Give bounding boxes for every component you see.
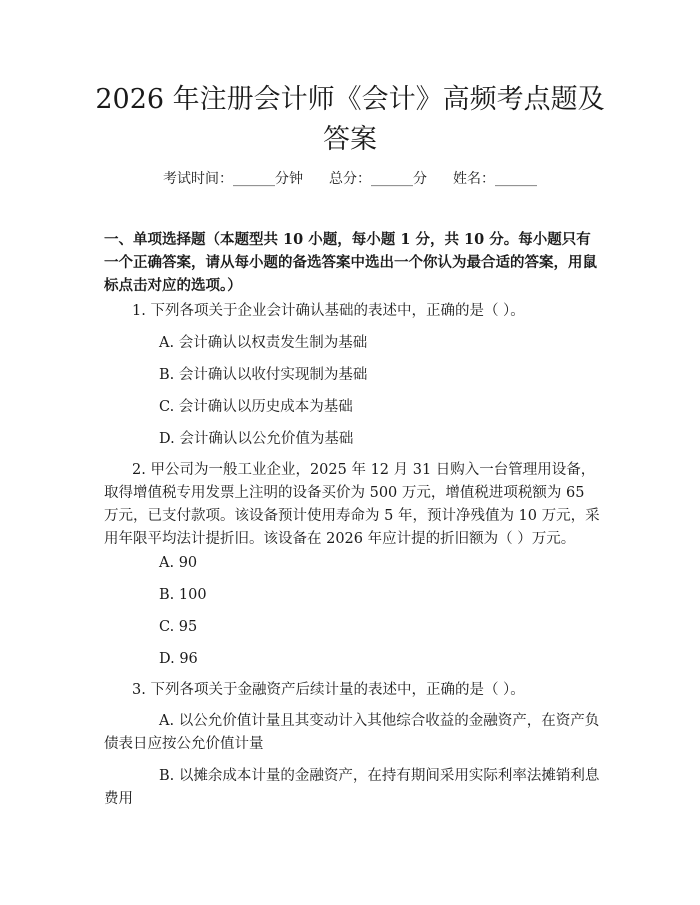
question-text: 下列各项关于企业会计确认基础的表述中，正确的是（ ）。 [150,303,525,319]
section-heading: 一、单项选择题（本题型共 10 小题，每小题 1 分，共 10 分。每小题只有一个正确答案，请从每小题的备选答案中选出一个你认为最合适的答案，用鼠标点击对应的选项。） [104,231,597,294]
option-text: 会计确认以历史成本为基础 [178,399,353,415]
question-1-option-c[interactable] [159,397,353,417]
question-3-option-b[interactable] [104,765,602,811]
total-score-field: 总分：______分 [329,171,427,187]
question-2-stem [104,459,602,551]
question-2-option-b[interactable] [159,585,207,605]
option-letter: B. [159,367,175,383]
option-letter: A. [159,713,175,729]
question-number: 1. [132,303,146,319]
option-text: 会计确认以权责发生制为基础 [178,335,368,351]
question-1-option-b[interactable] [159,365,367,385]
page-title: 2026 年注册会计师《会计》高频考点题及答案 [95,84,605,155]
option-letter: B. [159,768,175,784]
question-number: 3. [132,682,146,698]
option-text: 会计确认以公允价值为基础 [179,431,354,447]
question-text: 下列各项关于金融资产后续计量的表述中，正确的是（ ）。 [150,682,525,698]
question-2-option-a[interactable] [159,553,197,573]
question-3-option-a[interactable] [104,710,602,756]
option-text: 以摊余成本计量的金融资产，在持有期间采用实际利率法摊销利息费用 [104,768,600,807]
option-text: 以公允价值计量且其变动计入其他综合收益的金融资产，在资产负债表日应按公允价值计量 [104,713,600,752]
exam-time-field: 考试时间：______分钟 [163,171,303,187]
option-text: 90 [178,555,198,571]
question-text: 甲公司为一般工业企业，2025 年 12 月 31 日购入一台管理用设备，取得增值税专用发票上注明的设备买价为 500 万元，增值税进项税额为 65 万元，已支付款项。该设备预计使用寿命为 5 年，预计净残值为 10 万元，采用年限平均法计提折旧。该设备在 2026 年应计提的折旧额为（ ）万元。 [104,462,600,547]
option-letter: B. [159,587,175,603]
name-field: 姓名：______ [453,171,537,187]
option-letter: A. [159,335,175,351]
option-letter: C. [159,619,175,635]
question-1-option-a[interactable] [159,333,367,353]
option-letter: C. [159,399,175,415]
question-3-stem [104,679,602,702]
option-letter: D. [159,651,175,667]
option-text: 100 [178,587,207,603]
question-1-option-d[interactable] [159,429,353,449]
option-letter: D. [159,431,175,447]
question-2-option-c[interactable] [159,617,197,637]
option-text: 95 [178,619,198,635]
question-1-stem [104,300,602,323]
option-text: 会计确认以收付实现制为基础 [178,367,368,383]
exam-info-line [0,170,700,188]
option-text: 96 [179,651,198,667]
option-letter: A. [159,555,175,571]
question-2-option-d[interactable] [159,649,198,669]
question-number: 2. [132,462,146,478]
